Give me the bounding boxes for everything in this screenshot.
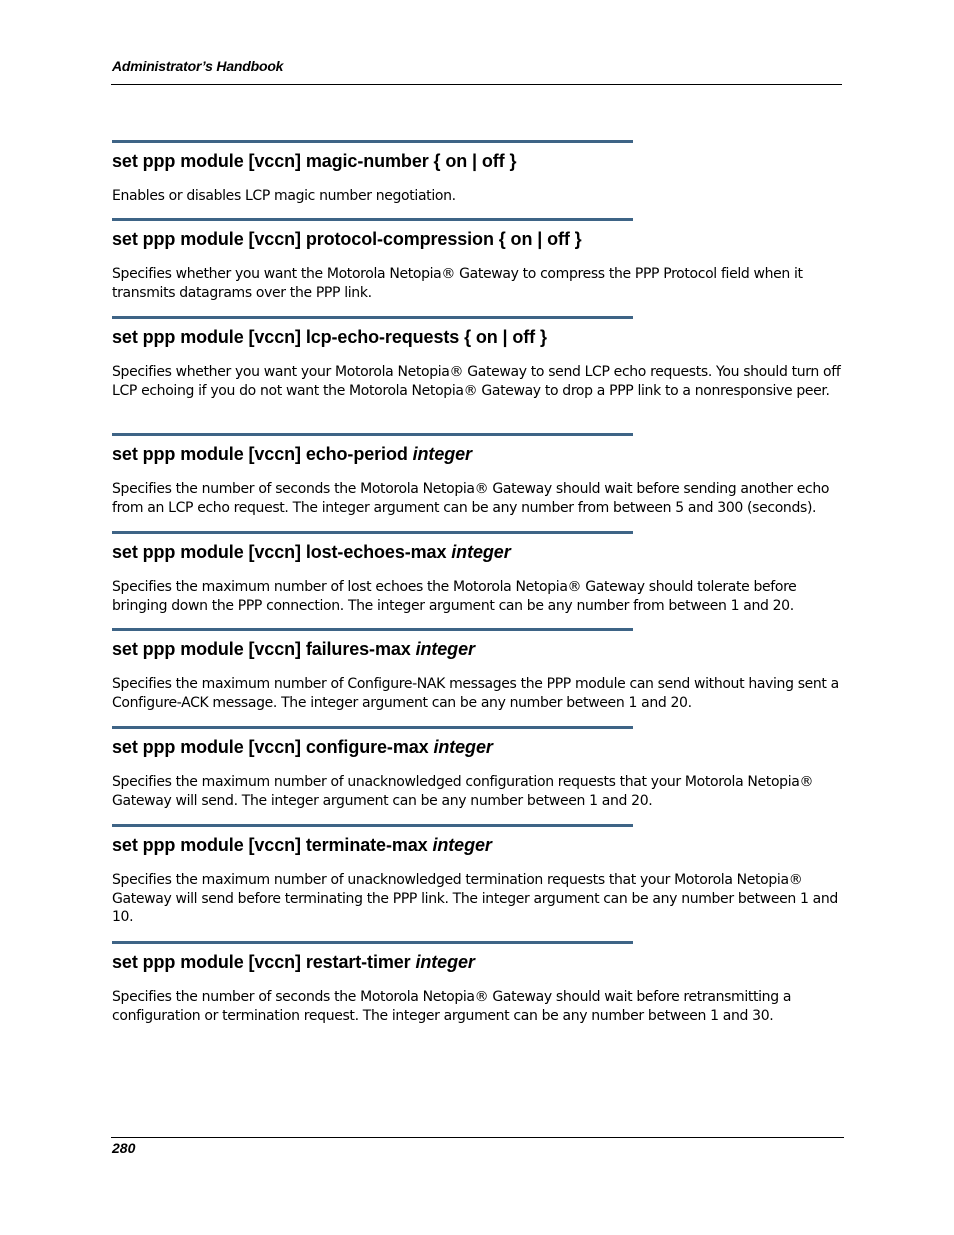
command-description: Specifies the maximum number of unacknowledged configuration requests that your Motorola Netopia® Gateway will send. The integer argument can be any number between 1 and 20. xyxy=(112,774,814,809)
command-heading xyxy=(112,833,842,857)
command-section-configure-max xyxy=(112,726,842,810)
command-argument: integer xyxy=(451,542,511,562)
command-argument: integer xyxy=(412,444,472,464)
section-rule xyxy=(112,140,633,143)
page-number: 280 xyxy=(112,1140,136,1156)
command-description: Specifies the number of seconds the Motorola Netopia® Gateway should wait before sending another echo from an LCP echo request. The integer argument can be any number from between 5 and 300 (seconds). xyxy=(112,481,830,516)
command-text: set ppp module [vccn] configure-max xyxy=(112,737,434,757)
command-description: Specifies whether you want the Motorola Netopia® Gateway to compress the PPP Protocol field when it transmits datagrams over the PPP link. xyxy=(112,266,803,301)
command-description: Enables or disables LCP magic number negotiation. xyxy=(112,188,456,204)
command-description: Specifies the maximum number of lost echoes the Motorola Netopia® Gateway should tolerate before bringing down the PPP connection. The integer argument can be any number from between 1 and 20. xyxy=(112,579,797,614)
section-rule xyxy=(112,218,633,221)
command-text: set ppp module [vccn] echo-period xyxy=(112,444,413,464)
command-heading xyxy=(112,637,842,661)
command-section-magic-number xyxy=(112,140,842,206)
section-rule xyxy=(112,941,633,944)
running-header: Administrator’s Handbook xyxy=(112,58,284,74)
command-section-restart-timer xyxy=(112,941,842,1025)
command-text: set ppp module [vccn] terminate-max xyxy=(112,835,433,855)
command-description: Specifies the maximum number of unacknowledged termination requests that your Motorola Netopia® Gateway will send before terminating the PPP link. The integer argument can be any number between 1 and 10. xyxy=(112,872,838,926)
command-text: set ppp module [vccn] restart-timer xyxy=(112,952,416,972)
command-argument: integer xyxy=(415,639,475,659)
command-section-echo-period xyxy=(112,433,842,517)
command-text: set ppp module [vccn] magic-number { on | off } xyxy=(112,151,517,171)
section-rule xyxy=(112,628,633,631)
command-heading xyxy=(112,149,842,173)
command-argument: integer xyxy=(415,952,475,972)
command-text: set ppp module [vccn] lost-echoes-max xyxy=(112,542,452,562)
command-heading xyxy=(112,735,842,759)
footer-divider xyxy=(111,1137,844,1138)
command-heading xyxy=(112,227,842,251)
command-heading xyxy=(112,325,842,349)
section-rule xyxy=(112,824,633,827)
section-rule xyxy=(112,316,633,319)
command-text: set ppp module [vccn] protocol-compression { on | off } xyxy=(112,229,582,249)
command-heading xyxy=(112,442,842,466)
command-section-terminate-max xyxy=(112,824,842,927)
command-description: Specifies the number of seconds the Motorola Netopia® Gateway should wait before retransmitting a configuration or termination request. The integer argument can be any number between 1 and 30. xyxy=(112,989,792,1024)
command-text: set ppp module [vccn] failures-max xyxy=(112,639,416,659)
command-heading xyxy=(112,950,842,974)
command-argument: integer xyxy=(433,737,493,757)
command-section-lcp-echo-requests xyxy=(112,316,842,400)
command-description: Specifies whether you want your Motorola Netopia® Gateway to send LCP echo requests. You should turn off LCP echoing if you do not want the Motorola Netopia® Gateway to drop a PPP link to a nonresponsive peer. xyxy=(112,364,841,399)
command-argument: integer xyxy=(432,835,492,855)
command-text: set ppp module [vccn] lcp-echo-requests { on | off } xyxy=(112,327,547,347)
command-section-lost-echoes-max xyxy=(112,531,842,615)
command-heading xyxy=(112,540,842,564)
command-description: Specifies the maximum number of Configure-NAK messages the PPP module can send without having sent a Configure-ACK message. The integer argument can be any number between 1 and 20. xyxy=(112,676,839,711)
command-section-protocol-compression xyxy=(112,218,842,302)
command-section-failures-max xyxy=(112,628,842,712)
section-rule xyxy=(112,726,633,729)
section-rule xyxy=(112,531,633,534)
section-rule xyxy=(112,433,633,436)
header-divider xyxy=(111,84,842,85)
